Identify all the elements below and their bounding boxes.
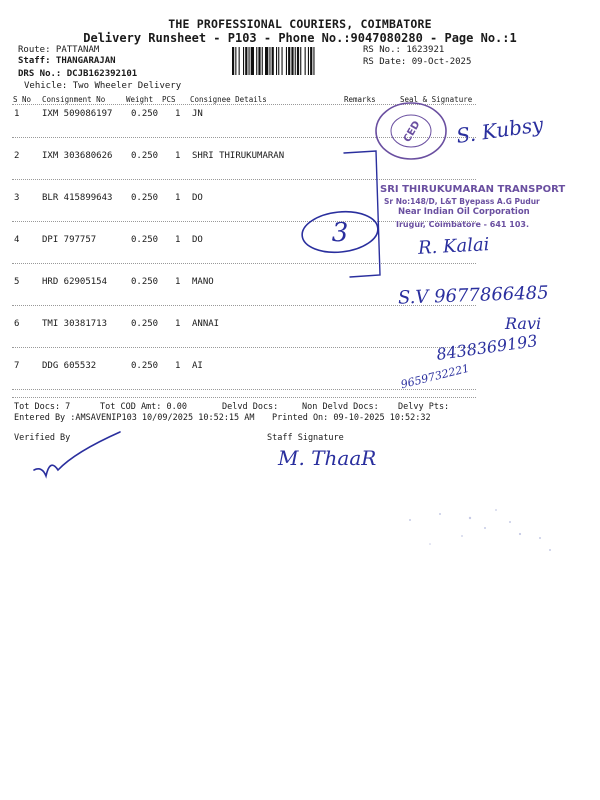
row-sno: 2 — [14, 151, 20, 161]
col-seal-signature: Seal & Signature — [400, 95, 473, 104]
non-delivered-docs: Non Delvd Docs: — [302, 402, 379, 412]
row-divider — [12, 347, 476, 348]
row-sno: 5 — [14, 277, 20, 287]
row-weight: 0.250 — [131, 109, 159, 119]
svg-text:CED: CED — [401, 119, 423, 145]
signature-row-4: R. Kalai — [417, 234, 490, 259]
staff-label: Staff: THANGARAJAN — [18, 56, 116, 66]
row-pcs: 1 — [175, 193, 181, 203]
row-divider — [12, 263, 476, 264]
verified-by-label: Verified By — [14, 433, 71, 443]
row-weight: 0.250 — [131, 235, 159, 245]
total-cod: Tot COD Amt: 0.00 — [100, 402, 187, 412]
row-pcs: 1 — [175, 151, 181, 161]
col-remarks: Remarks — [344, 95, 376, 104]
row-consignment: DDG 605532 — [42, 361, 97, 371]
row-consignee: ANNAI — [192, 319, 220, 329]
row-consignee: DO — [192, 193, 203, 203]
scan-artifacts — [400, 498, 570, 568]
runsheet-title: Delivery Runsheet - P103 - Phone No.:9047080280 - Page No.:1 — [83, 31, 517, 45]
row-sno: 6 — [14, 319, 20, 329]
row-consignee: MANO — [192, 277, 214, 287]
row-weight: 0.250 — [131, 151, 159, 161]
printed-on: Printed On: 09-10-2025 10:52:32 — [272, 413, 431, 423]
circled-number-mark — [298, 208, 382, 256]
company-title: THE PROFESSIONAL COURIERS, COIMBATORE — [168, 17, 432, 31]
row-consignee: DO — [192, 235, 203, 245]
row-consignment: BLR 415899643 — [42, 193, 113, 203]
company-stamp — [380, 184, 590, 230]
stamp-line-4: Irugur, Coimbatore - 641 103. — [396, 219, 530, 229]
row-weight: 0.250 — [131, 277, 159, 287]
phone-row-7: 9659732221 — [399, 361, 471, 392]
phone-row-6: 8438369193 — [435, 331, 539, 364]
vehicle-label: Vehicle: Two Wheeler Delivery — [24, 81, 182, 91]
row-weight: 0.250 — [131, 361, 159, 371]
staff-signature-label: Staff Signature — [267, 433, 344, 443]
row-consignment: DPI 797757 — [42, 235, 97, 245]
row-sno: 7 — [14, 361, 20, 371]
row-sno: 4 — [14, 235, 20, 245]
total-docs: Tot Docs: 7 — [14, 402, 71, 412]
rs-date: RS Date: 09-Oct-2025 — [363, 57, 472, 67]
row-pcs: 1 — [175, 361, 181, 371]
col-sno: S No — [13, 95, 32, 104]
row-pcs: 1 — [175, 109, 181, 119]
row-consignment: IXM 509086197 — [42, 109, 113, 119]
row-pcs: 1 — [175, 319, 181, 329]
row-weight: 0.250 — [131, 319, 159, 329]
signature-row-1: S. Kubsy — [454, 112, 545, 148]
totals-divider — [12, 397, 476, 398]
row-divider — [12, 179, 476, 180]
row-consignee: JN — [192, 109, 203, 119]
circled-number: 3 — [331, 218, 349, 248]
col-weight: Weight — [126, 95, 154, 104]
staff-signature: M. ThaaR — [278, 446, 377, 470]
stamp-line-2: Sr No:148/D, L&T Byepass A.G Pudur — [384, 196, 540, 206]
row-pcs: 1 — [175, 235, 181, 245]
row-consignee: AI — [192, 361, 203, 371]
stamp-line-3: Near Indian Oil Corporation — [398, 207, 530, 217]
row-consignee: SHRI THIRUKUMARAN — [192, 151, 285, 161]
signature-row-5: S.V 9677866485 — [397, 282, 549, 309]
verified-tick-mark — [30, 430, 125, 485]
row-consignment: TMI 30381713 — [42, 319, 108, 329]
signature-row-6: Ravi — [505, 314, 542, 333]
stamp-line-1: SRI THIRUKUMARAN TRANSPORT — [380, 184, 566, 195]
route-label: Route: PATTANAM — [18, 45, 100, 55]
barcode — [232, 47, 360, 75]
entered-by: Entered By :AMSAVENIP103 10/09/2025 10:52:15 AM — [14, 413, 255, 423]
row-sno: 3 — [14, 193, 20, 203]
col-pcs: PCS — [162, 95, 176, 104]
delivery-points: Delvy Pts: — [398, 402, 450, 412]
col-consignee: Consignee Details — [190, 95, 267, 104]
row-consignment: HRD 62905154 — [42, 277, 108, 287]
row-weight: 0.250 — [131, 193, 159, 203]
col-consignment: Consignment No — [42, 95, 106, 104]
row-sno: 1 — [14, 109, 20, 119]
delivered-docs: Delvd Docs: — [222, 402, 279, 412]
drs-label: DRS No.: DCJB162392101 — [18, 69, 138, 79]
row-consignment: IXM 303680626 — [42, 151, 113, 161]
rs-number: RS No.: 1623921 — [363, 45, 445, 55]
row-pcs: 1 — [175, 277, 181, 287]
